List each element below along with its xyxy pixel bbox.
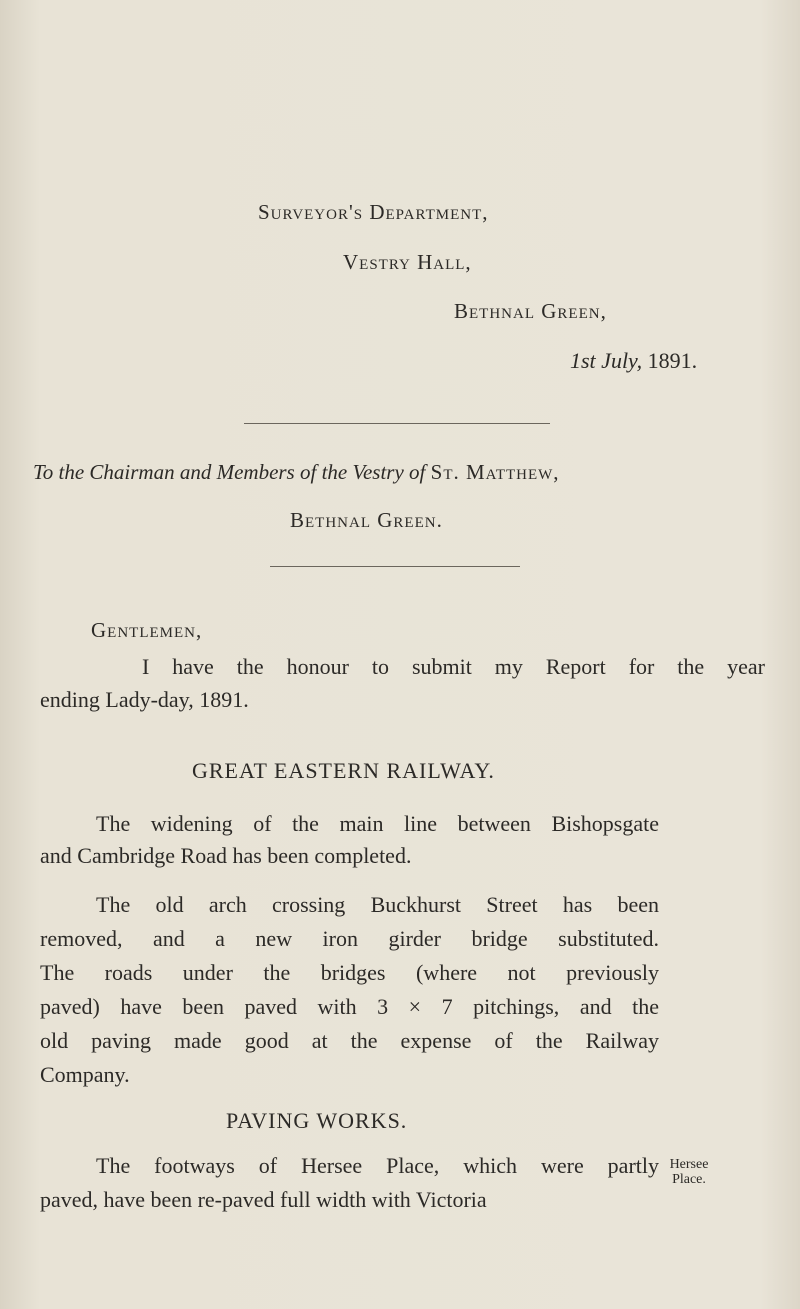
- hall-line: Vestry Hall,: [343, 250, 472, 274]
- para1-line-2: and Cambridge Road has been completed.: [40, 843, 412, 868]
- para2-line-4: paved) have been paved with 3 × 7 pitchings, and the: [40, 994, 659, 1019]
- date-day: 1st July,: [570, 348, 643, 373]
- divider-bottom: [270, 566, 520, 567]
- date-line: [570, 348, 697, 374]
- place-line: Bethnal Green,: [454, 299, 607, 323]
- department-line: Surveyor's Department,: [258, 200, 489, 224]
- address-line: [33, 460, 560, 485]
- margin-note: [657, 1157, 721, 1187]
- para2-line-5: old paving made good at the expense of the Railway: [40, 1028, 659, 1053]
- para1-line-1: The widening of the main line between Bishopsgate: [96, 811, 659, 836]
- para2-line-3: The roads under the bridges (where not previously: [40, 960, 659, 985]
- para2-line-2: removed, and a new iron girder bridge substituted.: [40, 926, 659, 951]
- address-place: Bethnal Green.: [290, 508, 443, 532]
- salutation: Gentlemen,: [91, 618, 203, 642]
- address-prefix: To the Chairman and Members of the Vestry of: [33, 460, 426, 484]
- section-heading-railway: GREAT EASTERN RAILWAY.: [192, 758, 495, 783]
- paving-line-2: paved, have been re-paved full width with Victoria: [40, 1187, 487, 1212]
- date-year: 1891.: [647, 348, 698, 373]
- intro-line-1: I have the honour to submit my Report for the year: [142, 654, 765, 679]
- para2-line-1: The old arch crossing Buckhurst Street has been: [96, 892, 659, 917]
- address-parish: St. Matthew,: [430, 460, 560, 484]
- margin-note-line-2: Place.: [672, 1172, 706, 1187]
- intro-line-2: ending Lady-day, 1891.: [40, 687, 249, 712]
- margin-note-line-1: Hersee: [669, 1157, 709, 1172]
- paving-line-1: The footways of Hersee Place, which were partly: [96, 1153, 659, 1178]
- divider-top: [244, 423, 550, 424]
- para2-line-6: Company.: [40, 1062, 130, 1087]
- section-heading-paving: PAVING WORKS.: [226, 1108, 408, 1133]
